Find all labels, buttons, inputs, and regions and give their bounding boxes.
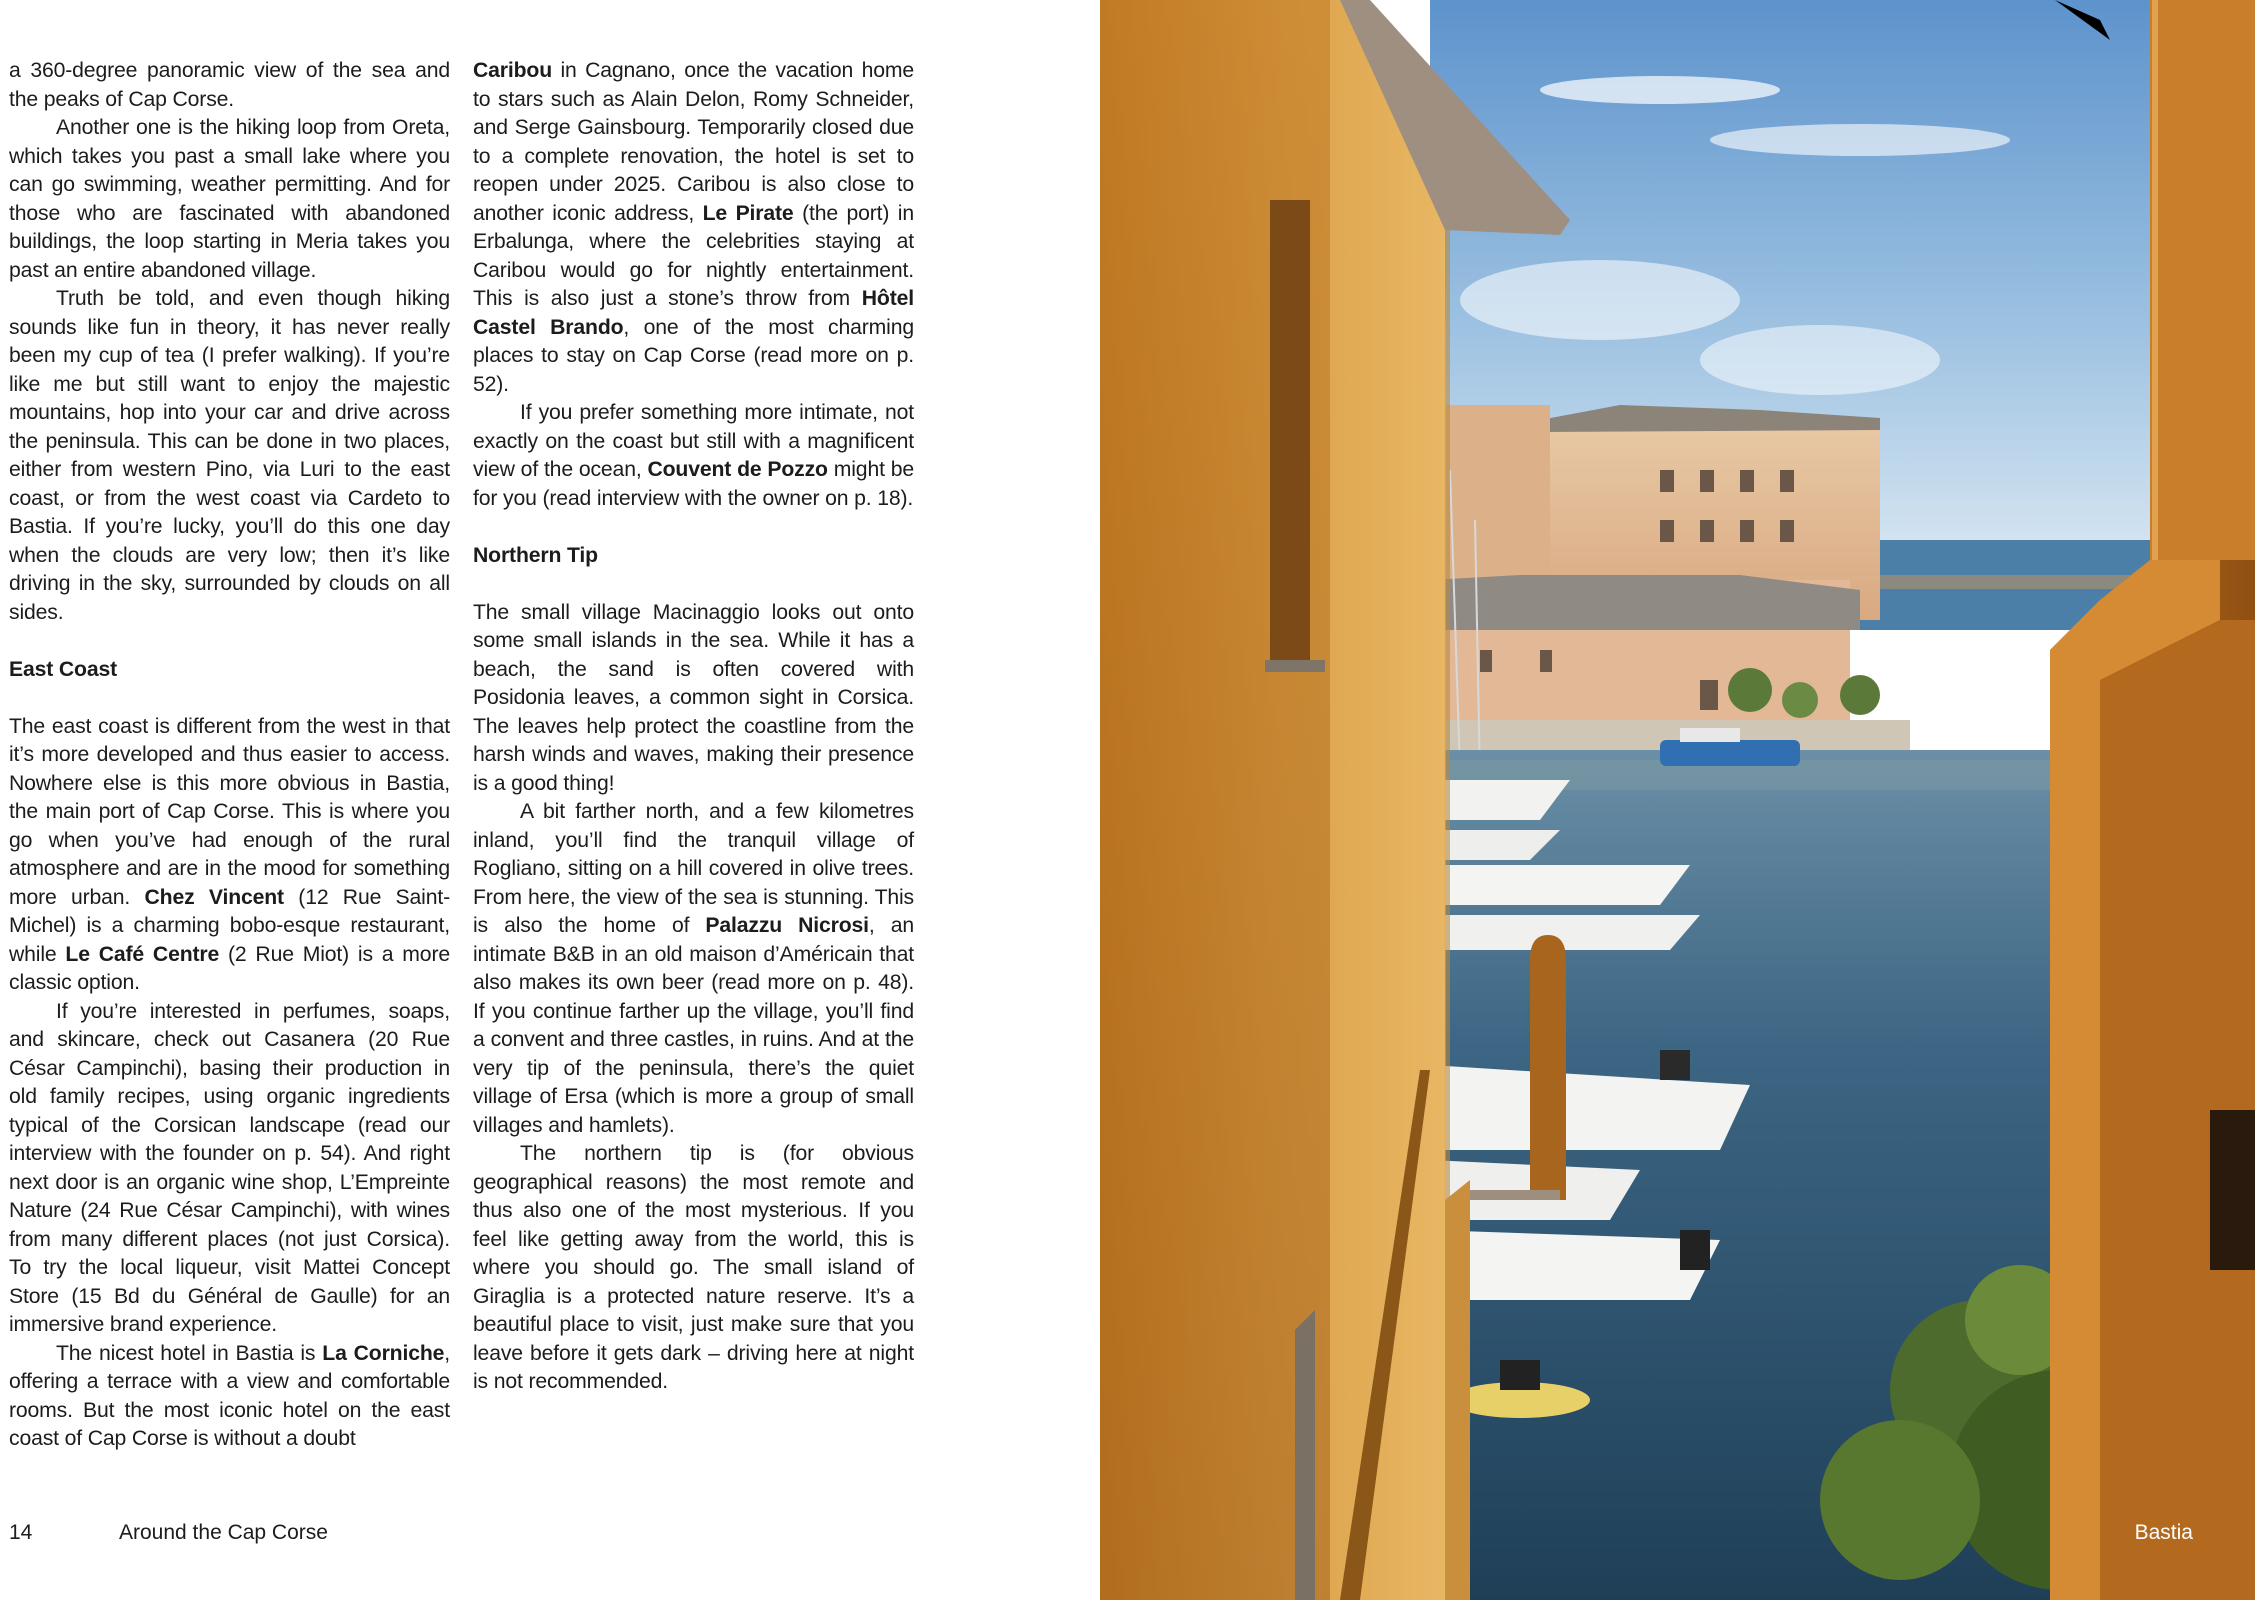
photo-caption: Bastia — [2134, 1521, 2193, 1544]
venue-name: Le Café Centre — [65, 942, 220, 966]
paragraph: If you’re interested in perfumes, soaps, and skincare, check out Casanera (20 Rue César Campinchi), basing their production in old family recipes, using organic ingredients typical of the Corsican landscape (read our interview with the founder on p. 54). And right next door is an organic wine shop, L’Empreinte Nature (24 Rue César Campinchi), with wines from many different places (not just Corsica). To try the local liqueur, visit Mattei Concept Store (15 Bd du Général de Gaulle) for an immersive brand experience. — [9, 999, 450, 1336]
venue-name: Couvent de Pozzo — [647, 458, 828, 481]
venue-name: Palazzu Nicrosi — [705, 914, 869, 937]
paragraph: If you prefer something more intimate, not exactly on the coast but still with a magnificent view of the ocean, Couvent de Pozzo might be for you (read interview with the owner on p. 18). — [473, 401, 914, 510]
photo-bastia-harbour — [1100, 0, 2255, 1600]
page-number: 14 — [9, 1521, 33, 1544]
paragraph: A bit farther north, and a few kilometres inland, you’ll find the tranquil village of Rogliano, sitting on a hill covered in olive trees. From here, the view of the sea is stunning. This is also the home of Palazzu Nicrosi, an intimate B&B in an old maison d’Américain that also makes its own beer (read more on p. 48). If you continue farther up the village, you’ll find a convent and three castles, in ruins. And at the very tip of the peninsula, there’s the quiet village of Ersa (which is more a group of small villages and hamlets). — [473, 800, 914, 1137]
venue-name: La Corniche — [322, 1341, 445, 1365]
paragraph: Caribou in Cagnano, once the vacation home to stars such as Alain Delon, Romy Schneider, and Serge Gainsbourg. Temporarily closed due to a complete renovation, the hotel is set to reopen under 2025. Caribou is also close to another iconic address, Le Pirate (the port) in Erbalunga, where the celebrities staying at Caribou would go for nightly entertainment. This is also just a stone’s throw from Hôtel Castel Brando, one of the most charming places to stay on Cap Corse (read more on p. 52). — [473, 59, 915, 396]
paragraph: The northern tip is (for obvious geographical reasons) the most remote and thus also one of the most mysterious. If you feel like getting away from the world, this is where you should go. The small island of Giraglia is a protected nature reserve. It’s a beautiful place to visit, just make sure that you leave before it gets dark – driving here at night is not recommended. — [473, 1142, 914, 1393]
section-heading-east-coast: East Coast — [9, 657, 118, 681]
paragraph: a 360-degree panoramic view of the sea and the peaks of Cap Corse. — [9, 59, 450, 111]
venue-name: Le Pirate — [702, 201, 794, 225]
text-column-right — [473, 57, 914, 1397]
section-heading-northern-tip: Northern Tip — [473, 543, 598, 567]
paragraph: Another one is the hiking loop from Oreta, which takes you past a small lake where you can go swimming, weather permitting. And for those who are fascinated with abandoned buildings, the loop starting in Meria takes you past an entire abandoned village. — [9, 116, 450, 282]
left-text-page — [0, 0, 1100, 1600]
paragraph: The nicest hotel in Bastia is La Corniche, offering a terrace with a view and comfortable rooms. But the most iconic hotel on the east coast of Cap Corse is without a doubt — [9, 1341, 450, 1450]
venue-name: Hôtel Castel Brando — [473, 287, 914, 339]
photo-illustration — [1100, 0, 2255, 1600]
venue-name: Caribou — [473, 59, 552, 82]
paragraph: The small village Macinaggio looks out onto some small islands in the sea. While it has a beach, the sand is often covered with Posidonia leaves, a common sight in Corsica. The leaves help protect the coastline from the harsh winds and waves, making their presence is a good thing! — [473, 600, 914, 795]
text-column-left — [9, 57, 450, 1454]
venue-name: Chez Vincent — [144, 885, 284, 909]
running-footer-title: Around the Cap Corse — [119, 1521, 328, 1544]
paragraph: Truth be told, and even though hiking sounds like fun in theory, it has never really been my cup of tea (I prefer walking). If you’re like me but still want to enjoy the majestic mountains, hop into your car and drive across the peninsula. This can be done in two places, either from western Pino, via Luri to the east coast, or from the west coast via Cardeto to Bastia. If you’re lucky, you’ll do this one day when the clouds are very low; then it’s like driving in the sky, surrounded by clouds on all sides. — [9, 287, 450, 624]
paragraph: The east coast is different from the west in that it’s more developed and thus easier to access. Nowhere else is this more obvious in Bastia, the main port of Cap Corse. This is where you go when you’ve had enough of the rural atmosphere and are in the mood for something more urban. Chez Vincent (12 Rue Saint-Michel) is a charming bobo-esque restaurant, while Le Café Centre (2 Rue Miot) is a more classic option. — [9, 714, 450, 994]
